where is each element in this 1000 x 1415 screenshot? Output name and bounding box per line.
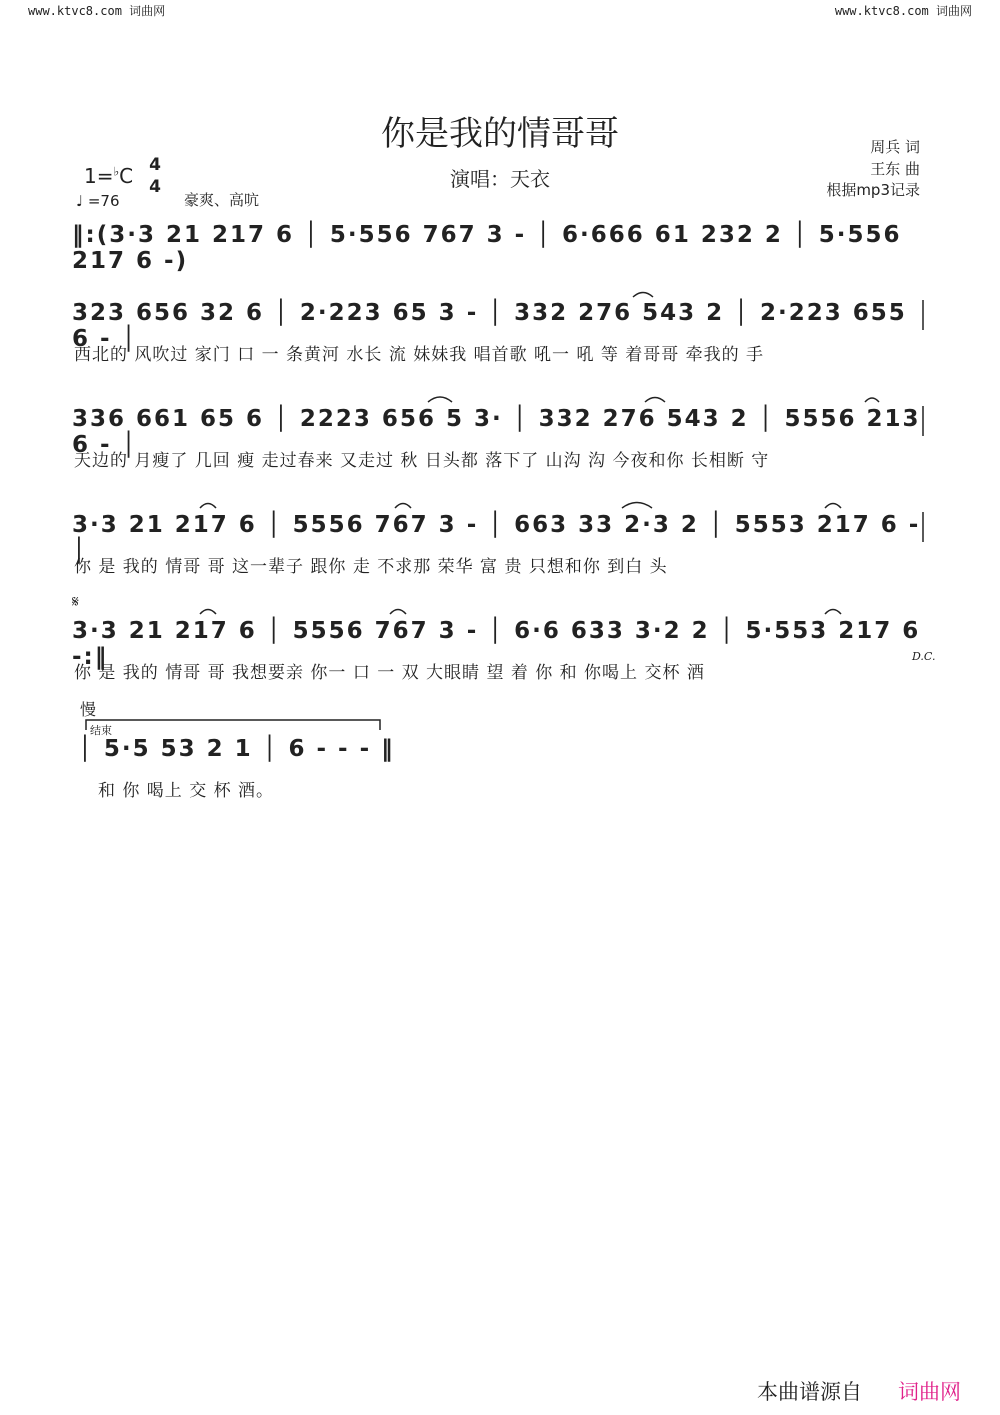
footer-source-text: 本曲谱源自: [757, 1380, 862, 1404]
time-signature-bottom: 4: [149, 177, 161, 197]
slur-10: [390, 610, 406, 615]
expression-mark: 豪爽、高吭: [184, 191, 260, 209]
slur-2: [428, 397, 452, 402]
slur-1: [633, 293, 653, 298]
lyrics-row-6: 和 你 喝上 交 杯 酒。: [98, 781, 275, 801]
da-capo-mark: D.C.: [912, 650, 936, 663]
time-signature-top: 4: [149, 155, 161, 175]
segno-icon: 𝄋: [72, 592, 79, 611]
slur-11: [825, 610, 841, 615]
key-note: C: [119, 164, 134, 188]
composer-credit: 王东 曲: [870, 160, 920, 178]
slur-4: [865, 398, 879, 402]
lyrics-row-3: 天边的 月瘦了 几回 瘦 走过春来 又走过 秋 日头都 落下了 山沟 沟 今夜和你 长相断 守: [74, 451, 770, 471]
notes-row-3: 336 661 65 6 │ 2223 656 5 3· │ 332 276 543 2 │ 5556 213 6 - │: [72, 406, 921, 458]
notes-row-4: 3·3 21 217 6 │ 5556 767 3 - │ 663 33 2·3 2 │ 5553 217 6 - │: [72, 512, 921, 564]
notes-row-6: │ 5·5 53 2 1 │ 6 - - - ‖: [78, 736, 395, 762]
lyricist-credit: 周兵 词: [870, 138, 920, 156]
lyrics-row-2: 西北的 风吹过 家门 口 一 条黄河 水长 流 妹妹我 唱首歌 吼一 吼 等 着哥哥 牵我的 手: [74, 345, 765, 365]
notes-row-5: 3·3 21 217 6 │ 5556 767 3 - │ 6·6 633 3·2 2 │ 5·553 217 6 -:‖: [72, 618, 921, 670]
notes-row-2: 323 656 32 6 │ 2·223 65 3 - │ 332 276 543 2 │ 2·223 655 6 - │: [72, 300, 907, 352]
slur-6: [395, 504, 411, 509]
song-title: 你是我的情哥哥: [381, 114, 619, 154]
quarter-note-icon: ♩: [76, 192, 84, 210]
ending-label: 结束: [90, 724, 112, 737]
source-credit: 根据mp3记录: [826, 181, 920, 199]
lyrics-row-5: 你 是 我的 情哥 哥 我想要亲 你一 口 一 双 大眼睛 望 着 你 和 你喝上 交杯 酒: [74, 663, 705, 683]
site-watermark-right: www.ktvc8.com 词曲网: [834, 4, 972, 18]
singer-credit: 演唱：天衣: [450, 167, 550, 191]
key-prefix: 1=: [84, 164, 114, 188]
slur-3: [645, 398, 665, 403]
slur-8: [825, 504, 841, 509]
flat-sign: ♭: [113, 164, 120, 179]
site-watermark-left: www.ktvc8.com 词曲网: [28, 4, 166, 18]
slur-9: [200, 610, 216, 615]
ending-bracket: [86, 720, 380, 730]
lyrics-row-4: 你 是 我的 情哥 哥 这一辈子 跟你 走 不求那 荣华 富 贵 只想和你 到白 头: [74, 557, 668, 577]
slur-5: [200, 504, 216, 509]
slow-mark: 慢: [80, 700, 97, 719]
footer-brand-link[interactable]: 词曲网: [898, 1380, 961, 1404]
slur-7: [622, 503, 652, 509]
tempo-value: =76: [87, 192, 120, 210]
notes-row-1: ‖:(3·3 21 217 6 │ 5·556 767 3 - │ 6·666 61 232 2 │ 5·556 217 6 -): [72, 222, 902, 274]
